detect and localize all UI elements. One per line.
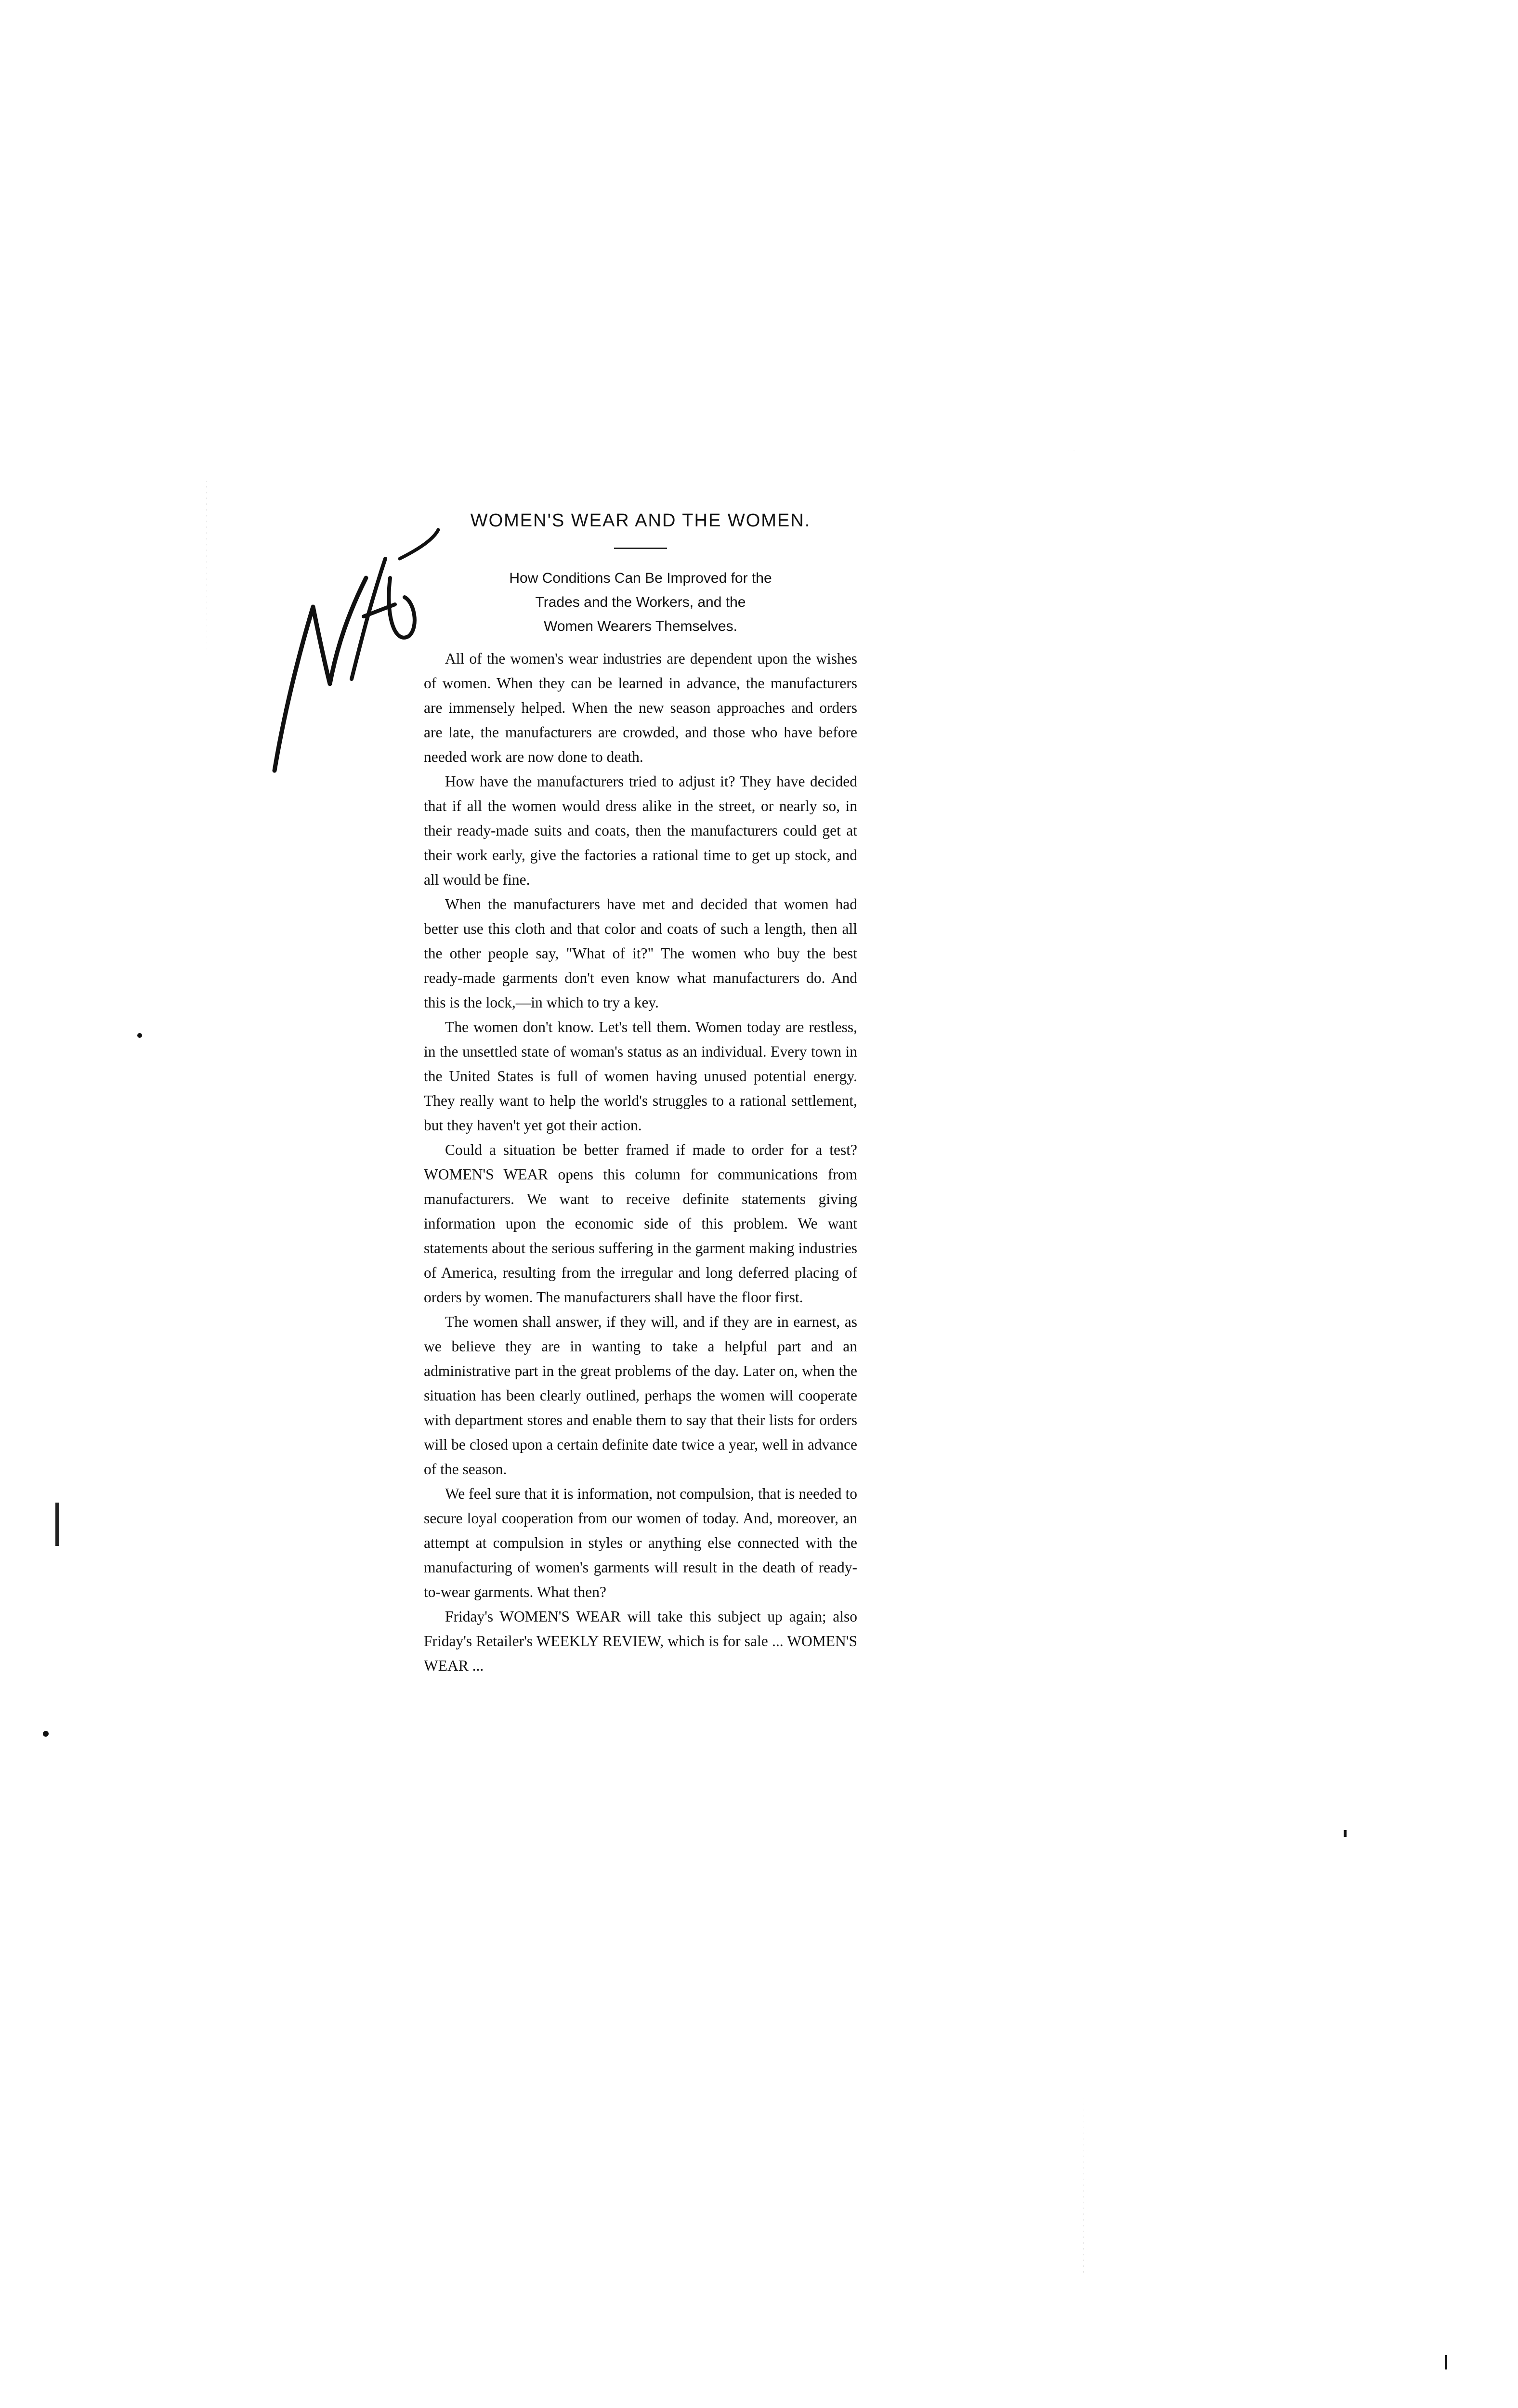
subhead-line: Women Wearers Themselves. <box>544 618 737 634</box>
subhead-line: How Conditions Can Be Improved for the <box>509 570 772 586</box>
article-paragraph: When the manufacturers have met and decided that women had better use this cloth and that color and coats of such a length, then all the other people say, "What of it?" The women who buy the best ready-made garments don't even know what manufacturers do. And this is the lock,—in which to try a key. <box>424 896 857 1011</box>
headline-rule <box>614 548 667 549</box>
handwritten-annotation <box>241 520 443 790</box>
article-paragraph: Friday's WOMEN'S WEAR will take this subject up again; also Friday's Retailer's WEEKLY REVIEW, which is for sale ... WOMEN'S WEAR ... <box>424 1608 857 1674</box>
article-paragraph: We feel sure that it is information, not compulsion, that is needed to secure loyal cooperation from our women of today. And, moreover, an attempt at compulsion in styles or anything else connected with the manufacturing of women's garments will result in the death of ready-to-wear garments. What then? <box>424 1485 857 1600</box>
subhead-line: Trades and the Workers, and the <box>535 594 746 610</box>
handwritten-note: Mitred <box>241 520 242 521</box>
article-subhead <box>424 566 857 639</box>
article-paragraph: Could a situation be better framed if made to order for a test? WOMEN'S WEAR opens this column for communications from manufacturers. We want to receive definite statements giving information upon the economic side of this problem. We want statements about the serious suffering in the garment making industries of America, resulting from the irregular and long deferred placing of orders by women. The manufacturers shall have the floor first. <box>424 1141 857 1306</box>
article-paragraph: The women don't know. Let's tell them. Women today are restless, in the unsettled state of woman's status as an individual. Every town in the United States is full of women having unused potential energy. They really want to help the world's struggles to a rational settlement, but they haven't yet got their action. <box>424 1019 857 1134</box>
article-headline: WOMEN'S WEAR AND THE WOMEN. <box>470 510 811 531</box>
article-paragraph: All of the women's wear industries are dependent upon the wishes of women. When they can be learned in advance, the manufacturers are immensely helped. When the new season approaches and orders are late, the manufacturers are crowded, and those who have before needed work are now done to death. <box>424 650 857 765</box>
article-paragraph: The women shall answer, if they will, and if they are in earnest, as we believe they are in wanting to take a helpful part and an administrative part in the great problems of the day. Later on, when the situation has been clearly outlined, perhaps the women will cooperate with department stores and enable them to say that their lists for orders will be closed upon a certain definite date twice a year, well in advance of the season. <box>424 1313 857 1478</box>
article-paragraph: How have the manufacturers tried to adjust it? They have decided that if all the women would dress alike in the street, or nearly so, in their ready-made suits and coats, then the manufacturers could get at their work early, give the factories a rational time to get up stock, and all would be fine. <box>424 773 857 888</box>
news-article <box>424 510 857 1678</box>
